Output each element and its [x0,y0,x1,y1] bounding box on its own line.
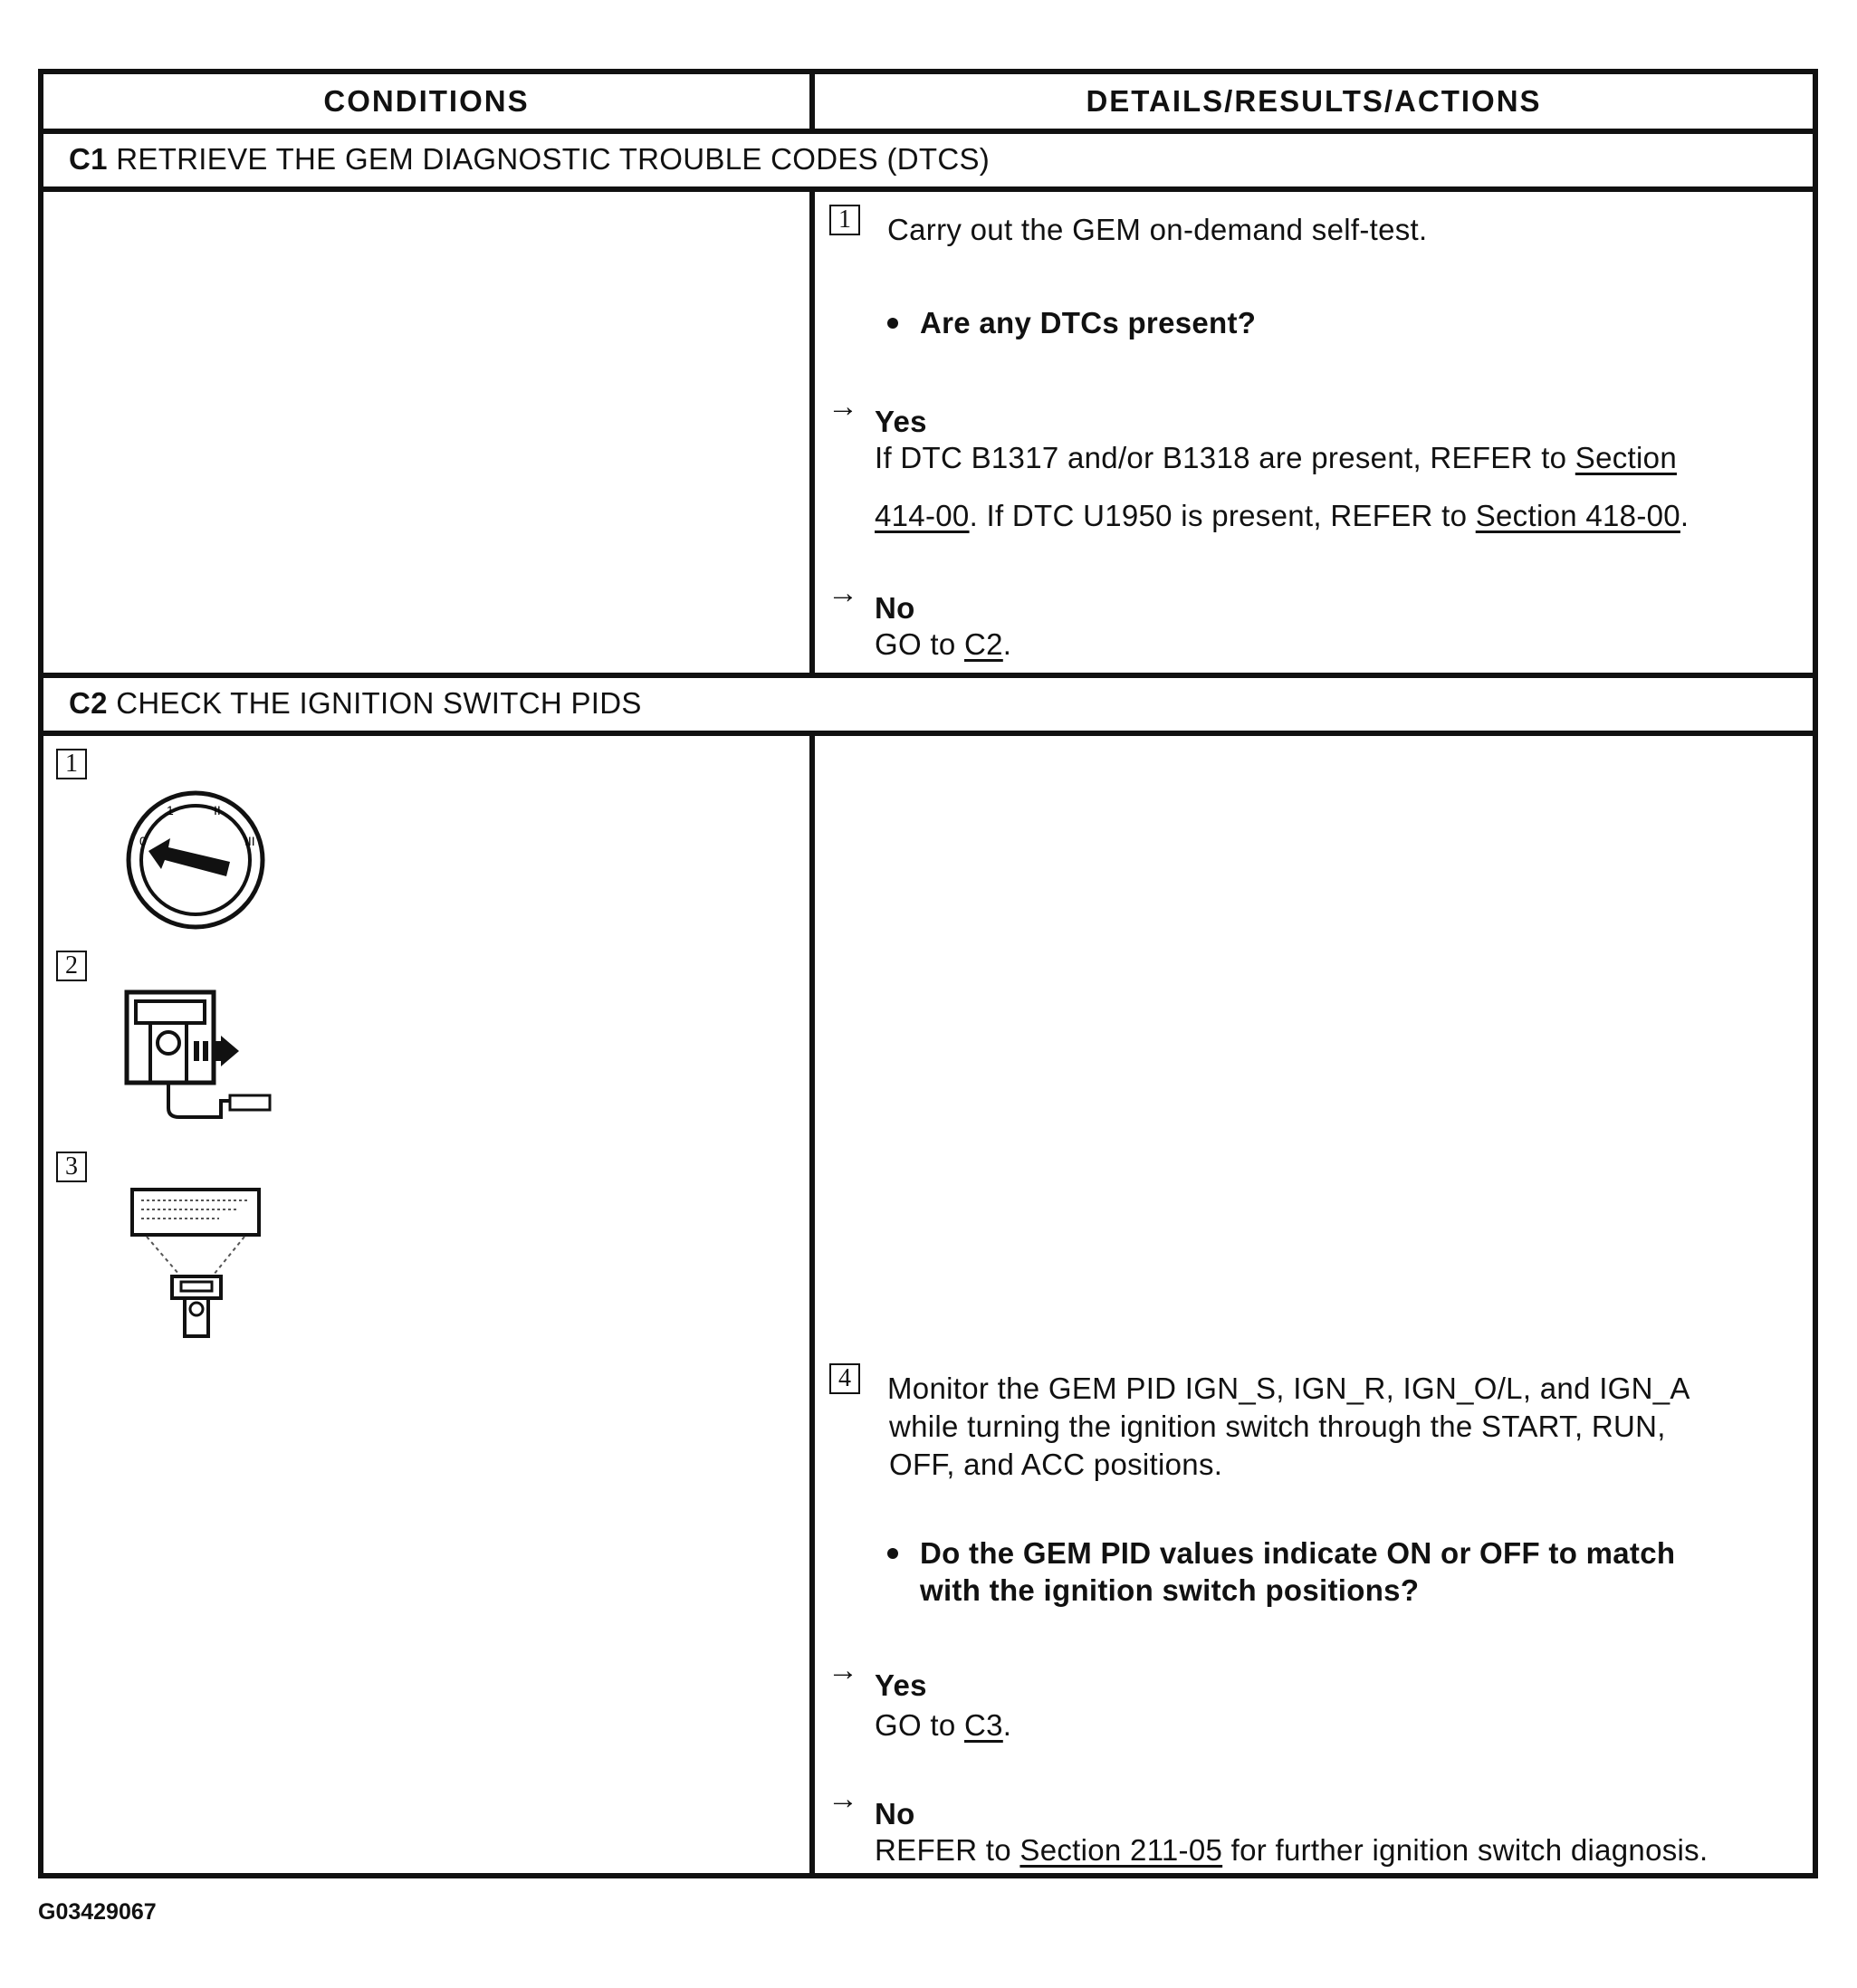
c1-no-label: No [875,591,915,625]
step-number-box: 4 [829,1363,860,1394]
c2-yes-text: GO to [875,1708,956,1742]
step-number-box: 3 [56,1152,87,1182]
svg-text:III: III [244,834,255,848]
header-details: DETAILS/RESULTS/ACTIONS [1086,84,1542,118]
c2-step-line1: Monitor the GEM PID IGN_S, IGN_R, IGN_O/L, and IGN_A [887,1372,1690,1405]
punctuation: . [1002,627,1012,661]
c1-step-text: Carry out the GEM on-demand self-test. [887,213,1428,246]
column-divider [809,186,815,678]
right-arrow-icon: → [828,1782,858,1816]
c2-title-text: CHECK THE IGNITION SWITCH PIDS [116,686,642,720]
c1-title [69,141,990,177]
c1-yes-line1-text: If DTC B1317 and/or B1318 are present, REFER to [875,441,1567,474]
right-arrow-icon: → [828,576,858,610]
svg-text:0: 0 [139,834,147,848]
step-link[interactable]: C2 [964,627,1003,661]
section-link[interactable]: Section 418-00 [1475,499,1680,532]
c1-yes-line1 [875,440,1677,476]
c1-title-text: RETRIEVE THE GEM DIAGNOSTIC TROUBLE CODES (DTCS) [116,142,991,176]
right-arrow-icon: → [828,1653,858,1687]
step-link[interactable]: C3 [964,1708,1003,1742]
c1-yes-line2 [875,498,1689,534]
right-arrow-icon: → [828,389,858,424]
column-divider [809,731,815,1873]
c2-title [69,685,642,722]
section-link[interactable]: Section [1575,441,1677,474]
c2-question-line1: Do the GEM PID values indicate ON or OFF to match [920,1536,1676,1570]
ignition-switch-icon [123,788,268,932]
step-number-box: 1 [56,749,87,779]
rule [43,673,1813,678]
c2-no-line [875,1832,1708,1869]
c2-id: C2 [69,686,108,720]
step-number-box: 2 [56,951,87,981]
c2-yes-line [875,1707,1011,1744]
c1-no-text: GO to [875,627,956,661]
c1-yes-label: Yes [875,405,927,438]
c2-step-line3: OFF, and ACC positions. [889,1448,1223,1481]
bullet [887,318,898,329]
svg-text:1: 1 [167,803,174,817]
rule [43,129,1813,134]
diagnostic-table [38,69,1818,1878]
section-link[interactable]: Section 211-05 [1019,1833,1223,1867]
c2-no-end: for further ignition switch diagnosis. [1230,1833,1709,1867]
c1-id: C1 [69,142,108,176]
scan-tool-connect-icon [123,989,277,1124]
scan-tool-display-icon [129,1186,264,1349]
c2-no-text: REFER to [875,1833,1011,1867]
svg-text:II: II [214,803,221,817]
c1-no-line [875,626,1011,663]
figure-id: G03429067 [38,1899,157,1925]
punctuation: . [1680,499,1689,532]
c2-no-label: No [875,1797,915,1830]
c1-question: Are any DTCs present? [920,306,1257,339]
rule [43,731,1813,736]
c2-yes-label: Yes [875,1668,927,1702]
bullet [887,1548,898,1559]
c1-yes-line2-text: . If DTC U1950 is present, REFER to [969,499,1468,532]
punctuation: . [1002,1708,1012,1742]
c2-step-line2: while turning the ignition switch through the START, RUN, [889,1410,1666,1443]
step-number-box: 1 [829,205,860,235]
c2-question-line2: with the ignition switch positions? [920,1573,1420,1607]
rule [43,186,1813,192]
header-conditions: CONDITIONS [323,84,530,118]
section-link[interactable]: 414-00 [875,499,970,532]
